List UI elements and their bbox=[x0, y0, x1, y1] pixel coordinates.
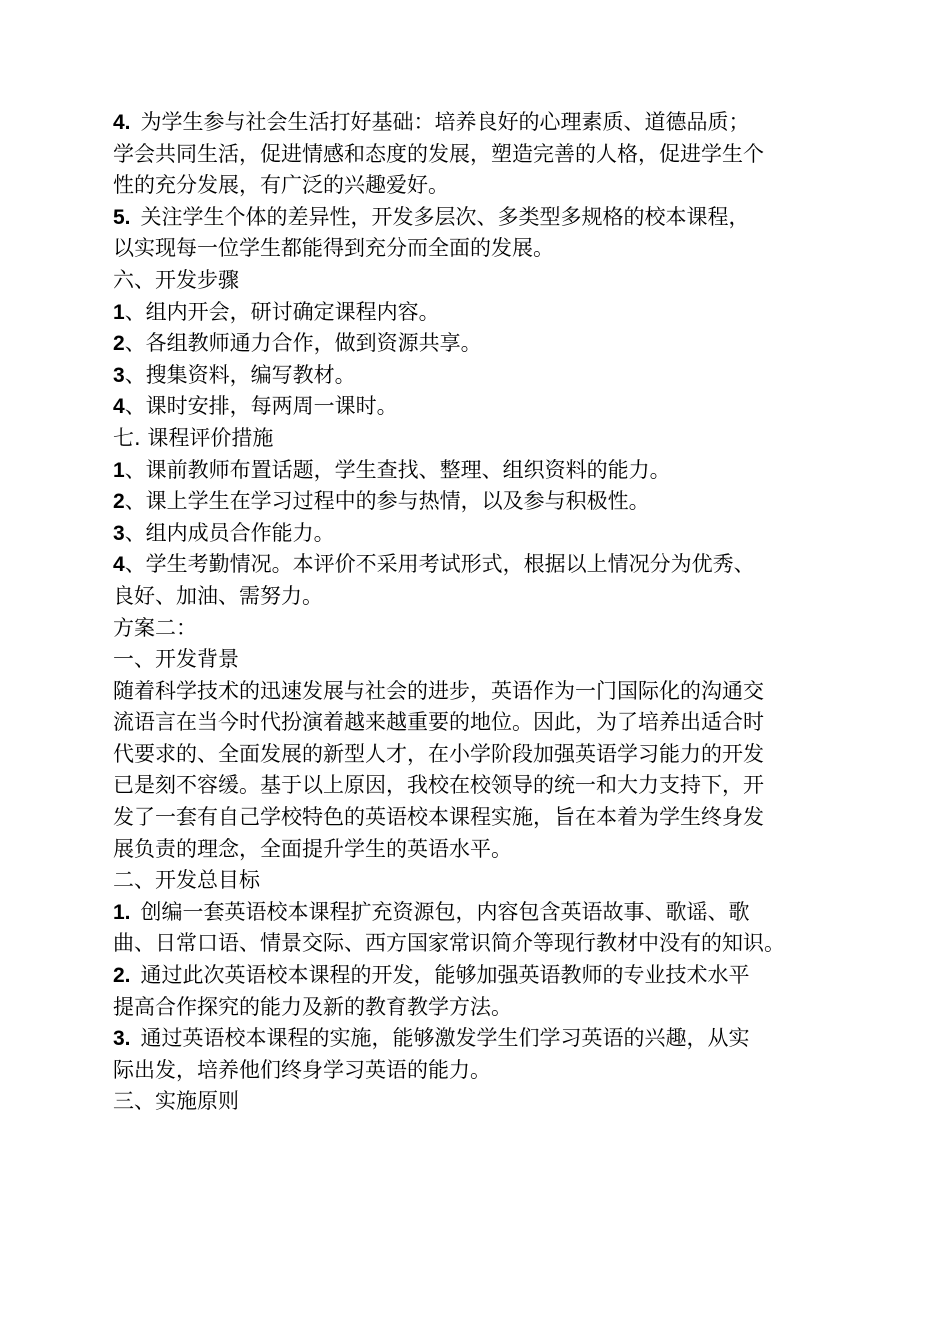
document-page bbox=[113, 107, 873, 1118]
text-line bbox=[113, 707, 873, 739]
line-text: 代要求的、全面发展的新型人才，在小学阶段加强英语学习能力的开发 bbox=[113, 741, 764, 766]
text-line bbox=[113, 391, 873, 423]
text-line bbox=[113, 928, 873, 960]
item-number: 4. bbox=[113, 111, 131, 134]
text-line bbox=[113, 834, 873, 866]
text-line bbox=[113, 233, 873, 265]
text-line bbox=[113, 802, 873, 834]
line-text: 发了一套有自己学校特色的英语校本课程实施，旨在本着为学生终身发 bbox=[113, 805, 764, 830]
line-text: 一、开发背景 bbox=[113, 647, 239, 672]
text-line bbox=[113, 581, 873, 613]
text-line bbox=[113, 107, 873, 139]
line-text: 良好、加油、需努力。 bbox=[113, 583, 323, 608]
text-line bbox=[113, 770, 873, 802]
line-text: 七. 课程评价措施 bbox=[113, 425, 274, 450]
line-text: 、搜集资料，编写教材。 bbox=[124, 362, 356, 387]
item-number: 2 bbox=[113, 332, 125, 356]
text-line bbox=[113, 897, 873, 929]
text-line bbox=[113, 297, 873, 329]
text-line bbox=[113, 992, 873, 1024]
text-line bbox=[113, 202, 873, 234]
line-text: 、各组教师通力合作，做到资源共享。 bbox=[124, 331, 482, 356]
item-number: 1 bbox=[113, 458, 125, 482]
text-line bbox=[113, 960, 873, 992]
text-line bbox=[113, 865, 873, 897]
line-text: 六、开发步骤 bbox=[113, 267, 239, 292]
text-line bbox=[113, 423, 873, 455]
text-line bbox=[113, 739, 873, 771]
text-line bbox=[113, 170, 873, 202]
line-text: 已是刻不容缓。基于以上原因，我校在校领导的统一和大力支持下，开 bbox=[113, 773, 764, 798]
line-text: 、课时安排，每两周一课时。 bbox=[124, 394, 398, 419]
line-text: 通过此次英语校本课程的开发，能够加强英语教师的专业技术水平 bbox=[140, 963, 750, 988]
line-text: 随着科学技术的迅速发展与社会的进步，英语作为一门国际化的沟通交 bbox=[113, 678, 764, 703]
line-text: 方案二： bbox=[113, 615, 197, 640]
text-line bbox=[113, 1023, 873, 1055]
line-text: 、组内成员合作能力。 bbox=[124, 520, 335, 545]
line-text: 、课前教师布置话题，学生查找、整理、组织资料的能力。 bbox=[124, 457, 671, 482]
line-text: 通过英语校本课程的实施，能够激发学生们学习英语的兴趣，从实 bbox=[140, 1026, 750, 1051]
line-text: 流语言在当今时代扮演着越来越重要的地位。因此，为了培养出适合时 bbox=[113, 710, 764, 735]
item-number: 4 bbox=[113, 553, 125, 577]
line-text: 为学生参与社会生活打好基础：培养良好的心理素质、道德品质； bbox=[140, 110, 750, 134]
line-text: 曲、日常口语、情景交际、西方国家常识简介等现行教材中没有的知识。 bbox=[113, 931, 785, 956]
line-text: 、课上学生在学习过程中的参与热情，以及参与积极性。 bbox=[124, 489, 650, 514]
line-text: 际出发，培养他们终身学习英语的能力。 bbox=[113, 1057, 491, 1082]
item-number: 1 bbox=[113, 300, 125, 324]
line-text: 二、开发总目标 bbox=[113, 868, 260, 893]
line-text: 、组内开会，研讨确定课程内容。 bbox=[124, 299, 440, 324]
text-line bbox=[113, 518, 873, 550]
item-number: 4 bbox=[113, 395, 125, 419]
item-number: 3 bbox=[113, 521, 125, 545]
text-line bbox=[113, 613, 873, 645]
item-number: 5. bbox=[113, 205, 131, 229]
line-text: 、学生考勤情况。本评价不采用考试形式，根据以上情况分为优秀、 bbox=[124, 552, 755, 577]
item-number: 2 bbox=[113, 490, 125, 514]
item-number: 1. bbox=[113, 900, 131, 924]
line-text: 三、实施原则 bbox=[113, 1089, 239, 1114]
text-line bbox=[113, 139, 873, 171]
text-line bbox=[113, 549, 873, 581]
text-line bbox=[113, 360, 873, 392]
item-number: 2. bbox=[113, 964, 131, 988]
item-number: 3 bbox=[113, 363, 125, 387]
text-line bbox=[113, 486, 873, 518]
line-text: 学会共同生活，促进情感和态度的发展，塑造完善的人格，促进学生个 bbox=[113, 141, 764, 166]
text-line bbox=[113, 455, 873, 487]
text-line bbox=[113, 328, 873, 360]
text-line bbox=[113, 644, 873, 676]
item-number: 3. bbox=[113, 1027, 131, 1051]
line-text: 提高合作探究的能力及新的教育教学方法。 bbox=[113, 994, 512, 1019]
text-line bbox=[113, 265, 873, 297]
line-text: 关注学生个体的差异性，开发多层次、多类型多规格的校本课程， bbox=[140, 204, 750, 229]
text-line bbox=[113, 676, 873, 708]
line-text: 以实现每一位学生都能得到充分而全面的发展。 bbox=[113, 236, 554, 261]
line-text: 创编一套英语校本课程扩充资源包，内容包含英语故事、歌谣、歌 bbox=[140, 899, 750, 924]
line-text: 性的充分发展，有广泛的兴趣爱好。 bbox=[113, 173, 449, 198]
text-line bbox=[113, 1086, 873, 1118]
line-text: 展负责的理念，全面提升学生的英语水平。 bbox=[113, 836, 512, 861]
text-line bbox=[113, 1055, 873, 1087]
